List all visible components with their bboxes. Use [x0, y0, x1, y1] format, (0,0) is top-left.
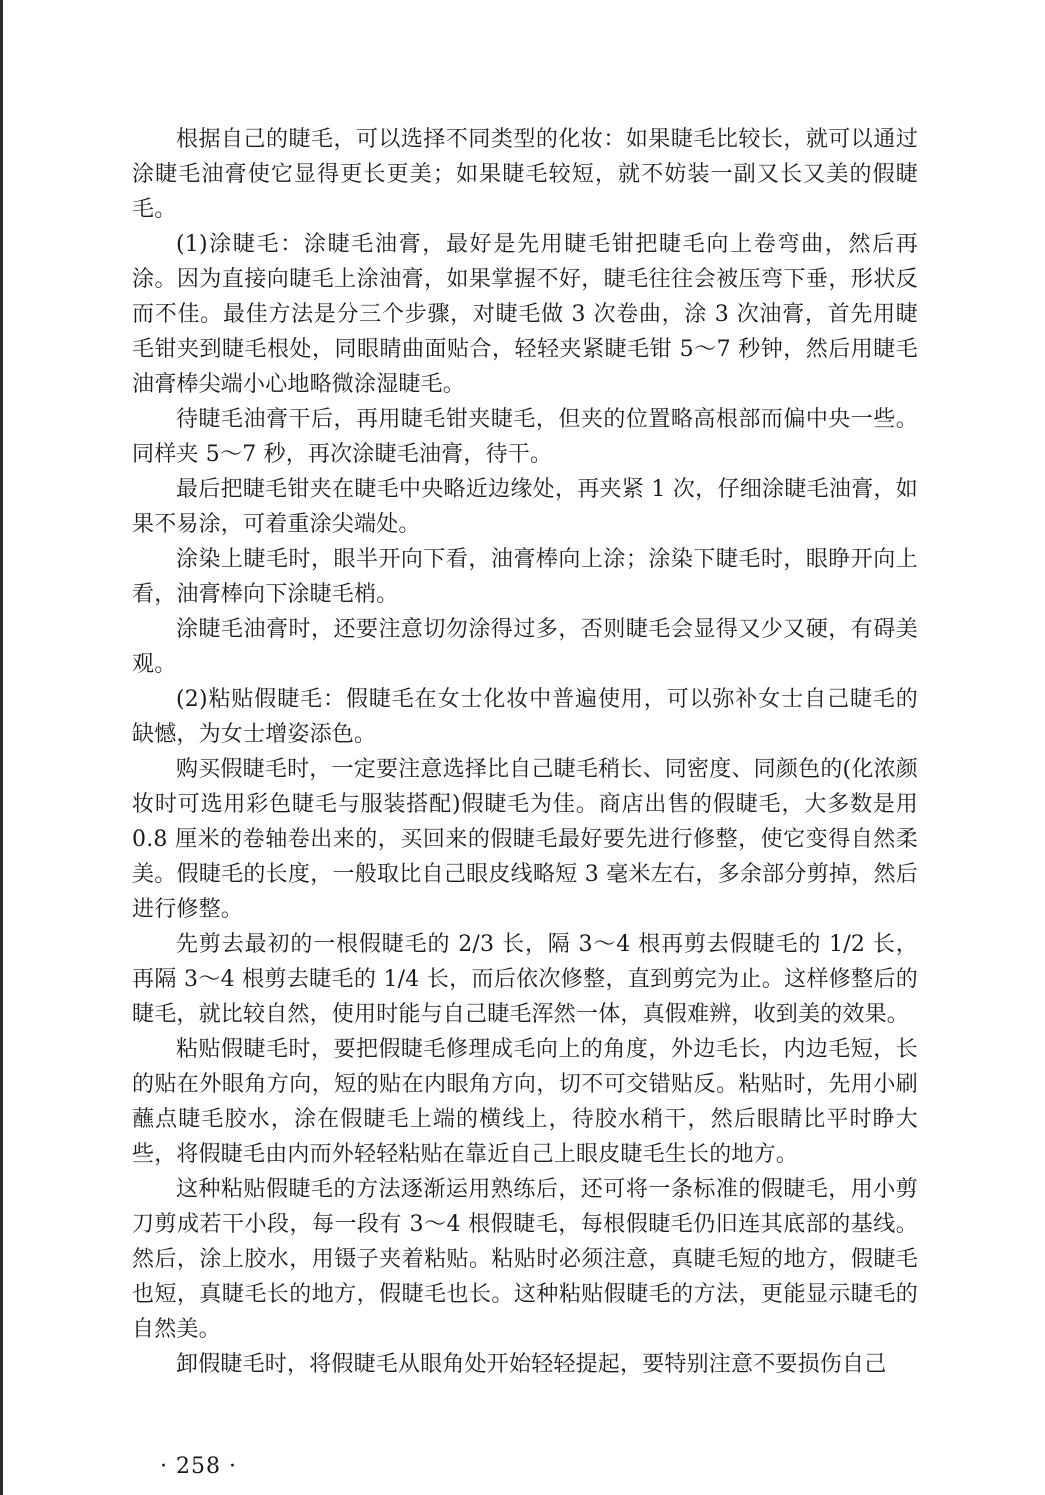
paragraph: 粘贴假睫毛时，要把假睫毛修理成毛向上的角度，外边毛长，内边毛短，长的贴在外眼角方向，短的贴在内眼角方向，切不可交错贴反。粘贴时，先用小刷蘸点睫毛胶水，涂在假睫毛上端的横线上，待胶水稍干，然后眼睛比平时睁大些，将假睫毛由内而外轻轻粘贴在靠近自己上眼皮睫毛生长的地方。	[132, 1037, 918, 1167]
paragraph: 涂睫毛油膏时，还要注意切勿涂得过多，否则睫毛会显得又少又硬，有碍美观。	[132, 617, 918, 677]
paragraph: 最后把睫毛钳夹在睫毛中央略近边缘处，再夹紧 1 次，仔细涂睫毛油膏，如果不易涂，可着重涂尖端处。	[132, 477, 918, 537]
paragraph: 待睫毛油膏干后，再用睫毛钳夹睫毛，但夹的位置略高根部而偏中央一些。同样夹 5～7 秒，再次涂睫毛油膏，待干。	[132, 407, 918, 467]
paragraph: (1)涂睫毛：涂睫毛油膏，最好是先用睫毛钳把睫毛向上卷弯曲，然后再涂。因为直接向睫毛上涂油膏，如果掌握不好，睫毛往往会被压弯下垂，形状反而不佳。最佳方法是分三个步骤，对睫毛做 3 次卷曲，涂 3 次油膏，首先用睫毛钳夹到睫毛根处，同眼睛曲面贴合，轻轻夹紧睫毛钳 5～7 秒钟，然后用睫毛油膏棒尖端小心地略微涂湿睫毛。	[132, 232, 918, 397]
paragraph: 这种粘贴假睫毛的方法逐渐运用熟练后，还可将一条标准的假睫毛，用小剪刀剪成若干小段，每一段有 3～4 根假睫毛，每根假睫毛仍旧连其底部的基线。然后，涂上胶水，用镊子夹着粘贴。粘贴时必须注意，真睫毛短的地方，假睫毛也短，真睫毛长的地方，假睫毛也长。这种粘贴假睫毛的方法，更能显示睫毛的自然美。	[132, 1177, 918, 1342]
paragraph: 卸假睫毛时，将假睫毛从眼角处开始轻轻提起，要特别注意不要损伤自己	[176, 1352, 887, 1377]
paragraph: 先剪去最初的一根假睫毛的 2/3 长，隔 3～4 根再剪去假睫毛的 1/2 长，再隔 3～4 根剪去睫毛的 1/4 长，而后依次修整，直到剪完为止。这样修整后的睫毛，就比较自然，使用时能与自己睫毛浑然一体，真假难辨，收到美的效果。	[132, 932, 918, 1027]
body-text	[132, 122, 918, 1382]
page-number: · 258 ·	[160, 1454, 237, 1479]
page-edge	[0, 0, 3, 1495]
paragraph: (2)粘贴假睫毛：假睫毛在女士化妆中普遍使用，可以弥补女士自己睫毛的缺憾，为女士增姿添色。	[132, 687, 918, 747]
paragraph: 根据自己的睫毛，可以选择不同类型的化妆：如果睫毛比较长，就可以通过涂睫毛油膏使它显得更长更美；如果睫毛较短，就不妨装一副又长又美的假睫毛。	[132, 127, 918, 222]
paragraph: 涂染上睫毛时，眼半开向下看，油膏棒向上涂；涂染下睫毛时，眼睁开向上看，油膏棒向下涂睫毛梢。	[132, 547, 918, 607]
paragraph: 购买假睫毛时，一定要注意选择比自己睫毛稍长、同密度、同颜色的(化浓颜妆时可选用彩色睫毛与服装搭配)假睫毛为佳。商店出售的假睫毛，大多数是用 0.8 厘米的卷轴卷出来的，买回来的假睫毛最好要先进行修整，使它变得自然柔美。假睫毛的长度，一般取比自己眼皮线略短 3 毫米左右，多余部分剪掉，然后进行修整。	[132, 757, 918, 922]
